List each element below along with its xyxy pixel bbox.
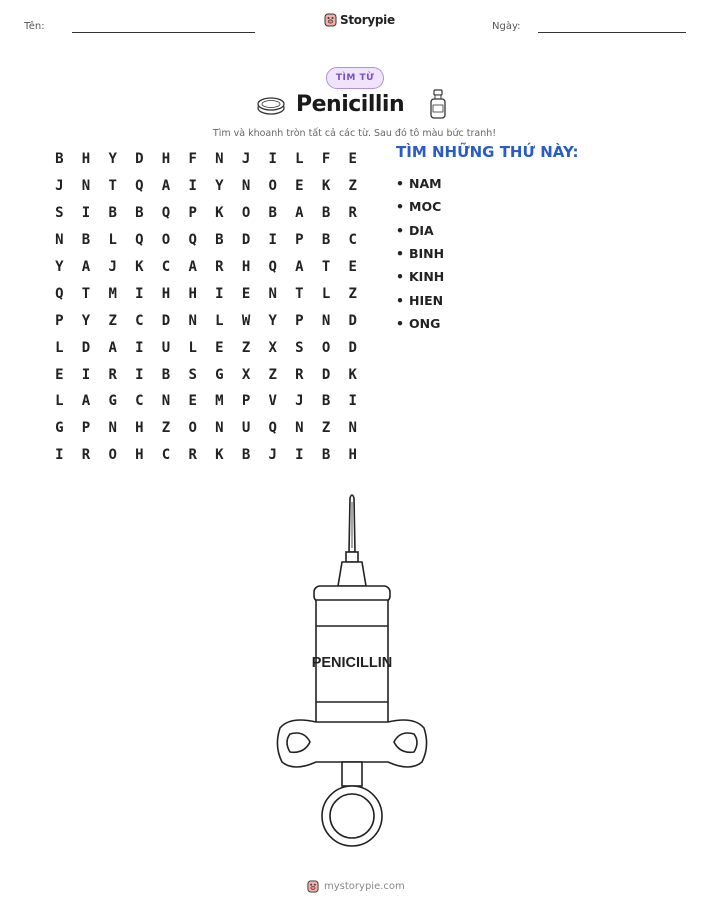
brand-logo: [324, 12, 395, 28]
grid-letter[interactable]: D: [81, 339, 91, 356]
word-label: MOC: [409, 199, 442, 215]
grid-letter[interactable]: B: [321, 447, 331, 464]
grid-letter[interactable]: B: [321, 393, 331, 410]
grid-letter[interactable]: L: [108, 232, 117, 249]
word-label: ONG: [409, 315, 441, 331]
grid-letter[interactable]: L: [55, 339, 64, 356]
medicine-vial-icon: [428, 88, 448, 120]
grid-letter[interactable]: L: [55, 393, 64, 410]
grid-letter[interactable]: P: [295, 232, 304, 249]
grid-letter[interactable]: Z: [268, 366, 277, 383]
grid-letter[interactable]: Z: [241, 339, 251, 356]
grid-letter[interactable]: F: [321, 151, 331, 168]
grid-letter[interactable]: Y: [108, 151, 117, 168]
grid-letter[interactable]: H: [135, 447, 144, 464]
grid-letter[interactable]: C: [348, 232, 357, 249]
bullet: •: [396, 222, 404, 238]
grid-letter[interactable]: E: [348, 151, 357, 168]
grid-letter[interactable]: Z: [161, 420, 171, 437]
grid-letter[interactable]: B: [321, 205, 331, 222]
grid-row: [46, 307, 366, 334]
grid-letter[interactable]: U: [161, 339, 171, 356]
word-list-item: [396, 312, 444, 335]
grid-letter[interactable]: A: [81, 393, 91, 410]
grid-letter[interactable]: H: [188, 285, 197, 302]
bullet: •: [396, 199, 404, 215]
grid-letter[interactable]: B: [241, 447, 251, 464]
date-line: [538, 32, 686, 33]
grid-letter[interactable]: L: [215, 312, 224, 329]
grid-letter[interactable]: B: [81, 232, 91, 249]
word-list-item: [396, 195, 444, 218]
grid-letter[interactable]: L: [295, 151, 304, 168]
grid-letter[interactable]: K: [215, 447, 224, 464]
grid-letter[interactable]: N: [268, 285, 277, 302]
grid-letter[interactable]: H: [348, 447, 357, 464]
grid-letter[interactable]: Q: [188, 232, 197, 249]
grid-letter[interactable]: C: [135, 312, 144, 329]
grid-letter[interactable]: L: [188, 339, 197, 356]
grid-letter[interactable]: Y: [55, 259, 64, 275]
grid-letter[interactable]: T: [295, 285, 304, 302]
grid-letter[interactable]: N: [215, 151, 224, 168]
grid-letter[interactable]: M: [215, 393, 224, 410]
grid-letter[interactable]: R: [188, 447, 197, 464]
grid-letter[interactable]: R: [108, 366, 117, 383]
grid-letter[interactable]: H: [161, 151, 171, 168]
grid-letter[interactable]: A: [295, 259, 304, 275]
word-list-item: [396, 219, 444, 242]
grid-letter[interactable]: H: [241, 259, 251, 275]
grid-letter[interactable]: O: [321, 339, 331, 356]
grid-letter[interactable]: O: [161, 232, 171, 249]
word-list-item: [396, 288, 444, 311]
grid-letter[interactable]: N: [241, 178, 251, 195]
grid-letter[interactable]: O: [241, 205, 251, 222]
grid-letter[interactable]: A: [81, 259, 91, 275]
grid-letter[interactable]: X: [241, 366, 251, 383]
grid-letter[interactable]: P: [81, 420, 91, 437]
word-list-item: [396, 265, 444, 288]
grid-letter[interactable]: Q: [135, 232, 144, 249]
grid-letter[interactable]: K: [348, 366, 357, 383]
grid-letter[interactable]: R: [81, 447, 91, 464]
grid-letter[interactable]: Q: [268, 420, 277, 437]
word-label: DIA: [409, 222, 434, 238]
grid-letter[interactable]: J: [108, 259, 117, 275]
bullet: •: [396, 292, 404, 308]
grid-letter[interactable]: K: [321, 178, 331, 195]
brand-name: Storypie: [340, 13, 395, 27]
grid-letter[interactable]: T: [81, 285, 91, 302]
grid-letter[interactable]: D: [348, 339, 357, 356]
grid-letter[interactable]: P: [55, 312, 64, 329]
grid-letter[interactable]: Y: [81, 312, 91, 329]
grid-row: [46, 442, 366, 469]
grid-letter[interactable]: A: [108, 339, 117, 356]
grid-letter[interactable]: N: [161, 393, 171, 410]
grid-letter[interactable]: E: [348, 259, 357, 275]
grid-letter[interactable]: N: [81, 178, 91, 195]
bullet: •: [396, 246, 404, 262]
grid-letter[interactable]: H: [161, 285, 171, 302]
word-label: HIEN: [409, 292, 444, 308]
grid-letter[interactable]: N: [295, 420, 304, 437]
grid-letter[interactable]: N: [188, 312, 197, 329]
grid-letter[interactable]: S: [55, 205, 64, 222]
grid-letter[interactable]: B: [161, 366, 171, 383]
bullet: •: [396, 315, 404, 331]
grid-letter[interactable]: R: [295, 366, 304, 383]
grid-letter[interactable]: T: [108, 178, 117, 195]
word-label: NAM: [409, 176, 442, 192]
grid-letter[interactable]: H: [81, 151, 91, 168]
grid-letter[interactable]: L: [321, 285, 331, 302]
grid-row: [46, 146, 366, 173]
grid-letter[interactable]: K: [215, 205, 224, 222]
grid-letter[interactable]: Q: [135, 178, 144, 195]
grid-letter[interactable]: J: [241, 151, 251, 168]
grid-letter[interactable]: S: [188, 366, 197, 383]
grid-letter[interactable]: H: [135, 420, 144, 437]
grid-letter[interactable]: Z: [348, 178, 357, 195]
grid-letter[interactable]: O: [188, 420, 197, 437]
grid-letter[interactable]: U: [241, 420, 251, 437]
grid-letter[interactable]: A: [161, 178, 171, 195]
grid-row: [46, 200, 366, 227]
grid-row: [46, 254, 366, 281]
bullet: •: [396, 269, 404, 285]
grid-letter[interactable]: F: [188, 151, 197, 168]
grid-letter[interactable]: D: [161, 312, 171, 329]
grid-letter[interactable]: J: [295, 393, 304, 410]
grid-letter[interactable]: S: [295, 339, 304, 356]
grid-letter[interactable]: Z: [108, 312, 117, 329]
grid-letter[interactable]: P: [188, 205, 197, 222]
grid-letter[interactable]: R: [348, 205, 357, 222]
grid-letter[interactable]: M: [108, 285, 117, 302]
grid-letter[interactable]: N: [55, 232, 64, 249]
grid-row: [46, 361, 366, 388]
grid-letter[interactable]: K: [135, 259, 144, 275]
grid-letter[interactable]: N: [348, 420, 357, 437]
grid-letter[interactable]: I: [268, 232, 277, 249]
name-line: [72, 32, 255, 33]
bullet: •: [396, 176, 404, 192]
grid-letter[interactable]: Q: [55, 285, 64, 302]
syringe-label: PENICILLIN: [311, 655, 393, 671]
grid-letter[interactable]: N: [215, 420, 224, 437]
grid-letter[interactable]: B: [215, 232, 224, 249]
grid-letter[interactable]: I: [215, 285, 224, 302]
word-list-item: [396, 172, 444, 195]
name-label: Tên:: [24, 21, 45, 32]
grid-letter[interactable]: B: [55, 151, 64, 168]
grid-letter[interactable]: A: [188, 259, 197, 275]
grid-letter[interactable]: Z: [348, 285, 357, 302]
syringe-illustration: [270, 490, 440, 855]
date-label: Ngày:: [492, 21, 521, 32]
grid-letter[interactable]: B: [321, 232, 331, 249]
find-list-title: TÌM NHỮNG THỨ NÀY:: [396, 143, 579, 161]
grid-letter[interactable]: E: [215, 339, 224, 356]
word-search-grid: [46, 146, 366, 469]
pig-mascot-icon: [307, 879, 319, 894]
pig-mascot-icon: [324, 12, 337, 28]
grid-letter[interactable]: I: [81, 366, 91, 383]
grid-row: [46, 388, 366, 415]
grid-letter[interactable]: P: [241, 393, 251, 410]
grid-letter[interactable]: C: [161, 259, 171, 275]
grid-letter[interactable]: R: [215, 259, 224, 275]
grid-letter[interactable]: C: [161, 447, 171, 464]
grid-row: [46, 173, 366, 200]
grid-row: [46, 415, 366, 442]
grid-letter[interactable]: Z: [321, 420, 331, 437]
grid-letter[interactable]: I: [55, 447, 64, 464]
grid-letter[interactable]: Q: [161, 205, 171, 222]
grid-row: [46, 227, 366, 254]
grid-letter[interactable]: B: [268, 205, 277, 222]
grid-letter[interactable]: C: [135, 393, 144, 410]
grid-letter[interactable]: P: [295, 312, 304, 329]
grid-letter[interactable]: N: [321, 312, 331, 329]
word-label: KINH: [409, 269, 445, 285]
grid-letter[interactable]: V: [268, 393, 277, 410]
grid-letter[interactable]: N: [108, 420, 117, 437]
grid-letter[interactable]: Q: [268, 259, 277, 275]
grid-letter[interactable]: G: [55, 420, 64, 437]
grid-row: [46, 334, 366, 361]
grid-letter[interactable]: A: [295, 205, 304, 222]
grid-letter[interactable]: D: [321, 366, 331, 383]
footer: [307, 879, 405, 894]
grid-letter[interactable]: I: [295, 447, 304, 464]
word-list: [396, 172, 444, 335]
grid-letter[interactable]: I: [135, 339, 144, 356]
grid-letter[interactable]: G: [215, 366, 224, 383]
grid-letter[interactable]: O: [108, 447, 117, 464]
grid-letter[interactable]: I: [188, 178, 197, 195]
grid-letter[interactable]: D: [241, 232, 251, 249]
grid-letter[interactable]: E: [241, 285, 251, 302]
grid-row: [46, 280, 366, 307]
grid-letter[interactable]: W: [241, 312, 251, 329]
grid-letter[interactable]: D: [135, 151, 144, 168]
instructions: Tìm và khoanh tròn tất cả các từ. Sau đó tô màu bức tranh!: [212, 128, 497, 139]
word-label: BINH: [409, 246, 445, 262]
grid-letter[interactable]: Y: [268, 312, 277, 329]
grid-letter[interactable]: E: [295, 178, 304, 195]
grid-letter[interactable]: B: [135, 205, 144, 222]
grid-letter[interactable]: X: [268, 339, 277, 356]
grid-letter[interactable]: I: [135, 285, 144, 302]
word-search-badge: TÌM TỪ: [326, 67, 384, 89]
grid-letter[interactable]: T: [321, 259, 331, 275]
grid-letter[interactable]: Y: [215, 178, 224, 195]
grid-letter[interactable]: E: [55, 366, 64, 383]
grid-letter[interactable]: J: [55, 178, 64, 195]
grid-letter[interactable]: G: [108, 393, 117, 410]
grid-letter[interactable]: B: [108, 205, 117, 222]
grid-letter[interactable]: O: [268, 178, 277, 195]
word-list-item: [396, 242, 444, 265]
grid-letter[interactable]: D: [348, 312, 357, 329]
page-title: Penicillin: [296, 92, 405, 117]
grid-letter[interactable]: I: [348, 393, 357, 410]
petri-dish-icon: [255, 92, 287, 118]
grid-letter[interactable]: J: [268, 447, 277, 464]
grid-letter[interactable]: I: [135, 366, 144, 383]
grid-letter[interactable]: E: [188, 393, 197, 410]
grid-letter[interactable]: I: [81, 205, 91, 222]
footer-url: mystorypie.com: [324, 881, 405, 892]
grid-letter[interactable]: I: [268, 151, 277, 168]
